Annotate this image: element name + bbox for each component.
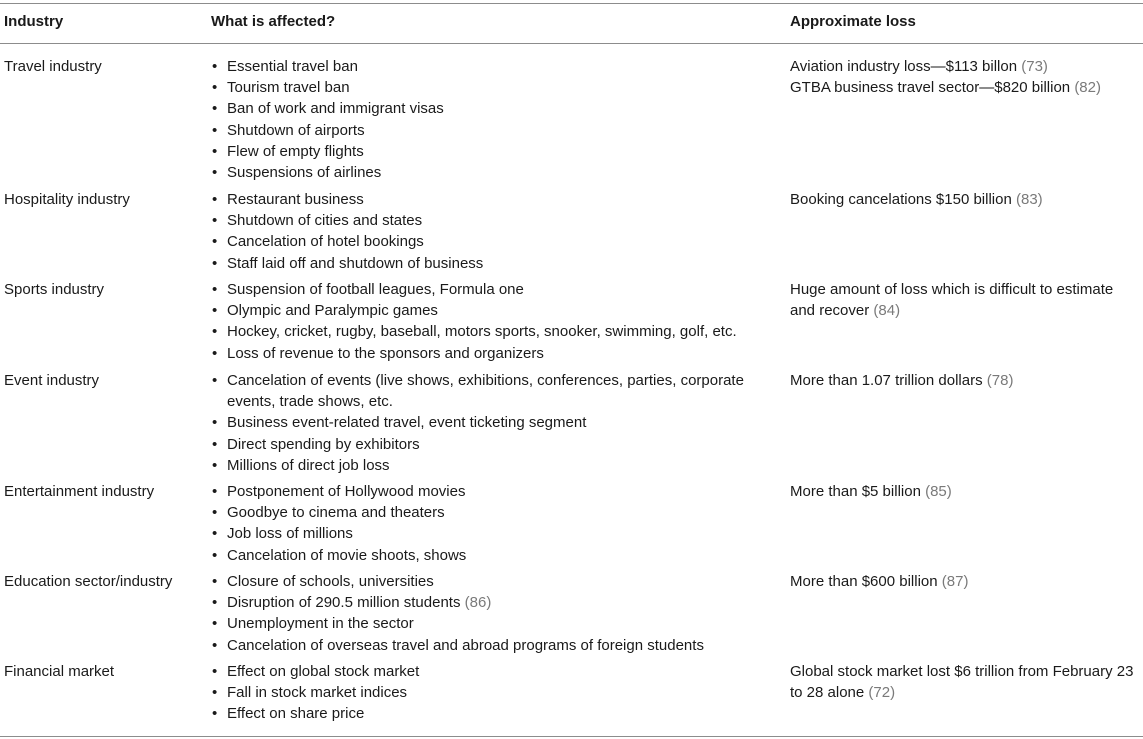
loss-line <box>790 661 1142 703</box>
affected-item-text: Goodbye to cinema and theaters <box>227 504 445 522</box>
loss-text: Huge amount of loss which is difficult to estimate and recover <box>790 281 1114 320</box>
industry-cell: Financial market <box>4 663 115 680</box>
citation-ref: (86) <box>464 594 492 612</box>
affected-item <box>211 253 771 274</box>
industry-cell: Education sector/industry <box>4 573 173 590</box>
citation-ref: (85) <box>925 483 952 500</box>
industry-cell: Entertainment industry <box>4 483 155 500</box>
affected-list <box>211 571 771 656</box>
affected-item-text: Ban of work and immigrant visas <box>227 100 444 118</box>
affected-item <box>211 231 771 252</box>
loss-line <box>790 370 1142 391</box>
affected-item <box>211 502 771 523</box>
affected-item-text: Loss of revenue to the sponsors and organizers <box>227 344 544 362</box>
loss-cell <box>790 56 1142 98</box>
affected-item <box>211 682 771 703</box>
affected-item-text: Cancelation of hotel bookings <box>227 233 424 251</box>
loss-line <box>790 571 1142 592</box>
affected-list <box>211 661 771 725</box>
affected-item-text: Restaurant business <box>227 191 364 208</box>
affected-item <box>211 703 771 724</box>
industry-cell: Travel industry <box>4 58 102 75</box>
affected-item-text: Effect on global stock market <box>227 663 420 680</box>
loss-text: GTBA business travel sector—$820 billion <box>790 79 1075 97</box>
loss-text: Aviation industry loss—$113 billon <box>790 58 1022 75</box>
affected-item-text: Tourism travel ban <box>227 79 350 97</box>
citation-ref: (73) <box>1021 58 1048 75</box>
affected-list <box>211 279 771 364</box>
affected-item <box>211 370 771 412</box>
header-industry: Industry <box>4 13 64 30</box>
citation-ref: (83) <box>1016 191 1043 208</box>
affected-item <box>211 98 771 119</box>
affected-list <box>211 56 771 183</box>
header-loss: Approximate loss <box>790 13 916 30</box>
affected-item-text: Fall in stock market indices <box>227 684 408 702</box>
affected-item-text: Essential travel ban <box>227 58 358 75</box>
table-top-rule <box>0 3 1143 4</box>
affected-item-text: Cancelation of overseas travel and abroad programs of foreign students <box>227 636 704 654</box>
affected-item <box>211 120 771 141</box>
loss-line <box>790 56 1142 77</box>
affected-item <box>211 141 771 162</box>
affected-item-text: Suspensions of airlines <box>227 164 382 182</box>
loss-text: Global stock market lost $6 trillion from February 23 to 28 alone <box>790 663 1134 702</box>
citation-ref: (72) <box>868 684 896 702</box>
affected-item <box>211 545 771 566</box>
affected-item-text: Closure of schools, universities <box>227 573 434 590</box>
affected-item <box>211 189 771 210</box>
affected-item-text: Effect on share price <box>227 705 365 723</box>
affected-item <box>211 523 771 544</box>
affected-item <box>211 210 771 231</box>
affected-item <box>211 613 771 634</box>
citation-ref: (84) <box>873 302 901 320</box>
affected-item-text: Unemployment in the sector <box>227 615 414 633</box>
affected-item <box>211 571 771 592</box>
affected-item <box>211 321 771 342</box>
loss-line <box>790 189 1142 210</box>
affected-item-text: Hockey, cricket, rugby, baseball, motors sports, snooker, swimming, golf, etc. <box>227 323 737 341</box>
affected-item-text: Millions of direct job loss <box>227 456 390 474</box>
loss-cell <box>790 189 1142 210</box>
table-bottom-rule <box>0 736 1143 737</box>
affected-item <box>211 434 771 455</box>
loss-text: More than 1.07 trillion dollars <box>790 372 987 389</box>
affected-item-text: Shutdown of airports <box>227 121 365 139</box>
affected-item-text: Cancelation of events (live shows, exhibitions, conferences, parties, corporate events, trade shows, etc. <box>227 372 744 411</box>
affected-item <box>211 77 771 98</box>
loss-cell <box>790 481 1142 502</box>
loss-text: More than $5 billion <box>790 483 926 500</box>
loss-cell <box>790 370 1142 391</box>
loss-line <box>790 77 1142 98</box>
citation-ref: (78) <box>986 372 1014 389</box>
loss-cell <box>790 279 1142 321</box>
affected-item <box>211 635 771 656</box>
affected-item-text: Suspension of football leagues, Formula one <box>227 281 524 298</box>
affected-list <box>211 189 771 274</box>
affected-item-text: Postponement of Hollywood movies <box>227 483 466 500</box>
affected-item <box>211 661 771 682</box>
citation-ref: (87) <box>941 573 969 590</box>
loss-text: More than $600 billion <box>790 573 942 590</box>
industry-cell: Sports industry <box>4 281 105 298</box>
industry-cell: Event industry <box>4 372 100 389</box>
affected-item-text: Flew of empty flights <box>227 142 364 160</box>
affected-item <box>211 279 771 300</box>
industry-cell: Hospitality industry <box>4 191 130 208</box>
affected-item-text: Business event-related travel, event ticketing segment <box>227 414 587 432</box>
loss-line <box>790 481 1142 502</box>
affected-item <box>211 412 771 433</box>
affected-item <box>211 162 771 183</box>
affected-item <box>211 481 771 502</box>
loss-cell <box>790 661 1142 703</box>
affected-item-text: Staff laid off and shutdown of business <box>227 254 484 272</box>
affected-item <box>211 455 771 476</box>
header-affected: What is affected? <box>211 13 336 30</box>
affected-item <box>211 592 771 613</box>
loss-text: Booking cancelations $150 billion <box>790 191 1016 208</box>
affected-item-text: Olympic and Paralympic games <box>227 302 438 320</box>
affected-list <box>211 370 771 476</box>
affected-item-text: Shutdown of cities and states <box>227 212 423 230</box>
affected-item <box>211 56 771 77</box>
affected-item <box>211 300 771 321</box>
affected-item-text: Cancelation of movie shoots, shows <box>227 546 467 564</box>
header-rule <box>0 43 1143 44</box>
loss-cell <box>790 571 1142 592</box>
affected-item-text: Disruption of 290.5 million students <box>227 594 465 612</box>
affected-item-text: Direct spending by exhibitors <box>227 435 420 453</box>
affected-item-text: Job loss of millions <box>227 525 353 543</box>
affected-list <box>211 481 771 566</box>
loss-line <box>790 279 1142 321</box>
affected-item <box>211 343 771 364</box>
citation-ref: (82) <box>1074 79 1101 97</box>
